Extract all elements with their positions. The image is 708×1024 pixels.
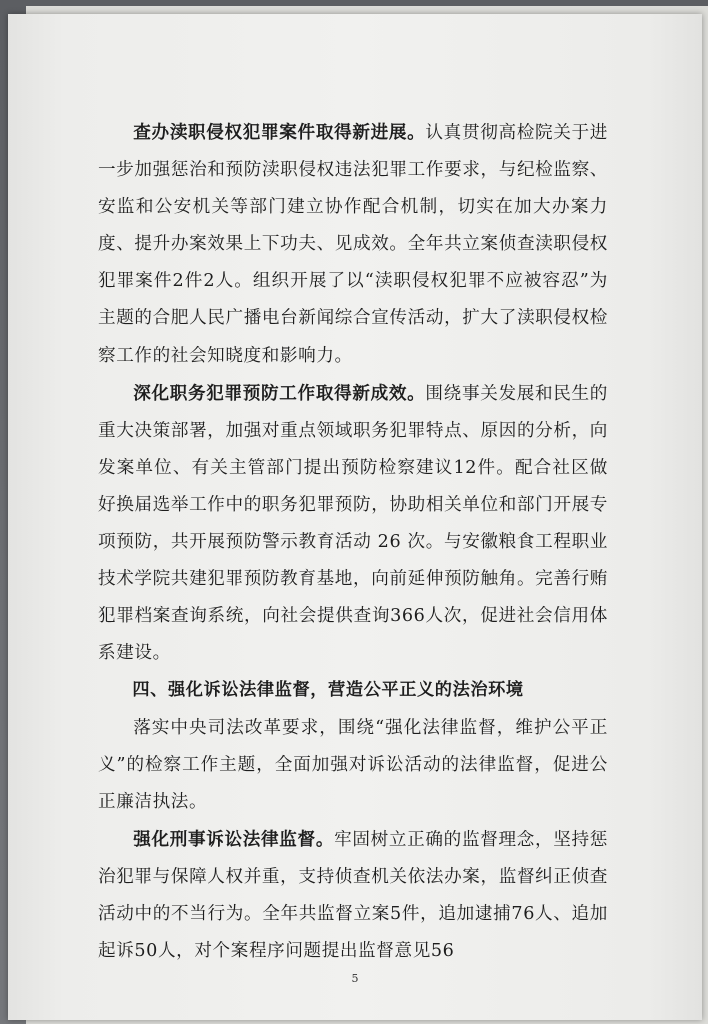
section-intro: 落实中央司法改革要求，围绕“强化法律监督，维护公平正义”的检察工作主题，全面加强对诉讼活动的法律监督，促进公正廉洁执法。 (98, 717, 608, 812)
paragraph-lead: 深化职务犯罪预防工作取得新成效。 (133, 382, 426, 404)
paragraph-body: 围绕事关发展和民生的重大决策部署，加强对重点领域职务犯罪特点、原因的分析，向发案单位、有关主管部门提出预防检察建议12件。配合社区做好换届选举工作中的职务犯罪预防，协助相关单位和部门开展专项预防，共开展预防警示教育活动 26 次。与安徽粮食工程职业技术学院共建犯罪预防教育基地，向前延伸预防触角。完善行贿犯罪档案查询系统，向社会提供查询366人次，促进社会信用体系建设。 (98, 383, 608, 664)
paragraph-lead: 查办渎职侵权犯罪案件取得新进展。 (133, 122, 426, 143)
page-content (98, 114, 608, 970)
paragraph-crime-prevention (98, 375, 608, 673)
paragraph-lead: 强化刑事诉讼法律监督。 (133, 828, 335, 850)
paragraph-body: 牢固树立正确的监督理念，坚持惩治犯罪与保障人权并重，支持侦查机关依法办案，监督纠正侦查活动中的不当行为。全年共监督立案5件，追加逮捕76人、追加起诉50人，对个案程序问题提出监督意见56 (98, 829, 608, 962)
page-number: 5 (351, 972, 359, 985)
paragraph-dereliction-cases (98, 114, 608, 375)
paragraph-criminal-litigation (98, 821, 608, 970)
paragraph-body: 认真贯彻高检院关于进一步加强惩治和预防渎职侵权违法犯罪工作要求，与纪检监察、安监和公安机关等部门建立协作配合机制，切实在加大办案力度、提升办案效果上下功夫、见成效。全年共立案侦查渎职侵权犯罪案件2件2人。组织开展了以“渎职侵权犯罪不应被容忍”为主题的合肥人民广播电台新闻综合宣传活动，扩大了渎职侵权检察工作的社会知晓度和影响力。 (98, 123, 608, 366)
document-page (8, 14, 702, 1020)
section-heading: 四、强化诉讼法律监督，营造公平正义的法治环境 (132, 680, 524, 701)
